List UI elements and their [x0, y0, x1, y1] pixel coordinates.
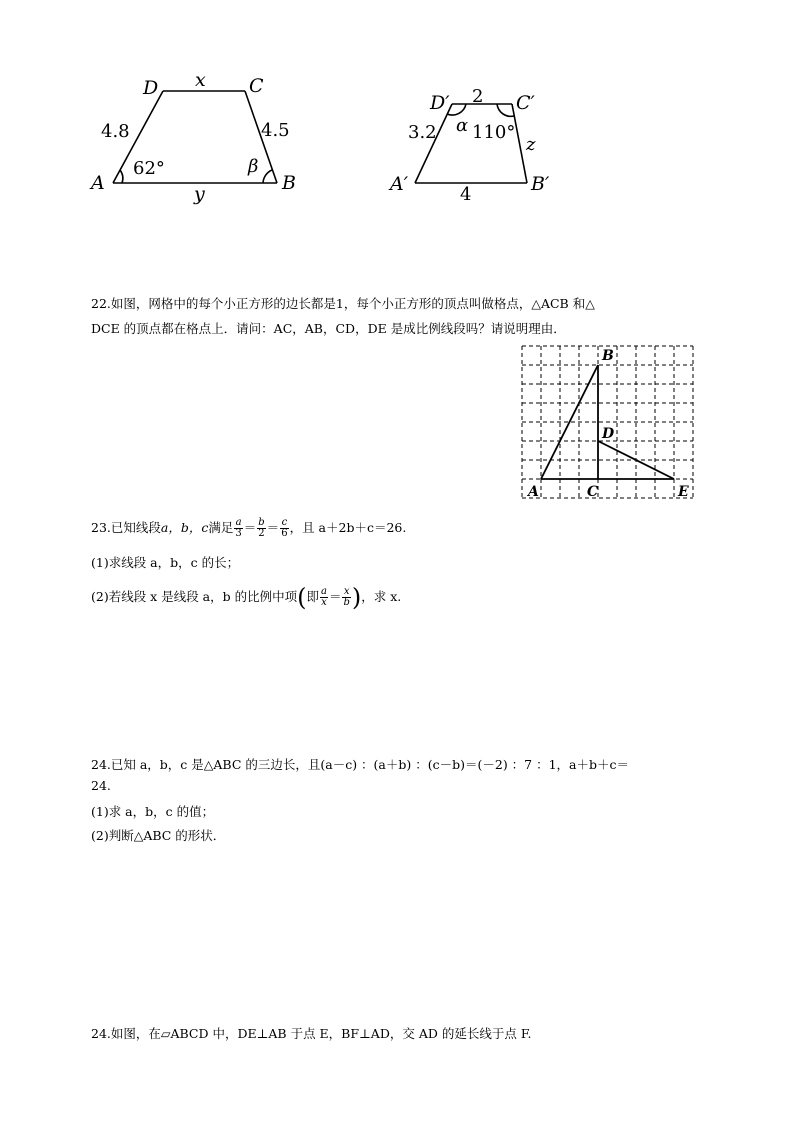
label-cp: C′	[516, 92, 535, 114]
q23-line1-mid: 满足	[208, 520, 234, 535]
q22-line1: 22.如图，网格中的每个小正方形的边长都是1，每个小正方形的顶点叫做格点，△ACB 和△	[91, 296, 595, 311]
label-bp: B′	[531, 173, 550, 195]
label-angle-62: 62°	[133, 158, 165, 179]
label-d: D	[143, 77, 159, 99]
label-x: x	[195, 69, 206, 91]
q24b-line1: 24.如图，在▱ABCD 中，DE⊥AB 于点 E，BF⊥AD，交 AD 的延长线于点 F.	[91, 1026, 532, 1041]
q23-part2: (2)若线段 x 是线段 a，b 的比例中项(即 $\frac{a}{x}$ ＝ $\frac{x}{b}$ )，求 x.	[91, 583, 402, 612]
grid-label-d: D	[602, 426, 615, 442]
grid-label-e: E	[678, 484, 689, 500]
label-side-48: 4.8	[101, 121, 130, 142]
q23-part1: (1)求线段 a，b，c 的长；	[91, 555, 240, 570]
q23-frac-b2: $\frac{b}{2}$	[258, 517, 265, 539]
grid-label-c: C	[587, 484, 599, 500]
q23-frac-a3: $\frac{a}{3}$	[235, 517, 242, 539]
figure-trapezoid-abcd	[0, 0, 794, 220]
label-alpha: α	[456, 115, 469, 136]
q23-frac-ax: $\frac{a}{x}$	[321, 586, 327, 608]
label-two: 2	[472, 86, 484, 107]
label-z: z	[526, 134, 536, 155]
q23-part2-post: ，求 x.	[361, 589, 402, 604]
q22-line2: DCE 的顶点都在格点上．请问：AC，AB，CD，DE 是成比例线段吗？请说明理由．	[91, 321, 566, 336]
q23-line1-pre: 23.已知线段	[91, 520, 161, 535]
angle-110-arc	[497, 104, 514, 116]
label-side-32: 3.2	[408, 122, 437, 143]
q23-part2-ji: 即	[306, 589, 319, 604]
label-a: A	[91, 172, 105, 194]
angle-a-arc	[120, 170, 123, 183]
trapezoid-apbpcpdp-shape	[415, 104, 527, 183]
q23-part2-pre: (2)若线段 x 是线段 a，b 的比例中项	[91, 589, 298, 604]
q24a-part2: (2)判断△ABC 的形状．	[91, 828, 226, 843]
label-b: B	[282, 172, 296, 194]
label-y: y	[194, 183, 205, 205]
q23-line1: 23.已知线段a，b，c满足 $\frac{a}{3}$ ＝ $\frac{b}{2}$ ＝ $\frac{c}{6}$ ，且 a＋2b＋c＝26.	[91, 517, 407, 539]
label-angle-110: 110°	[472, 122, 516, 143]
label-ap: A′	[390, 173, 409, 195]
label-c: C	[249, 75, 264, 97]
label-four: 4	[460, 184, 472, 205]
label-side-45: 4.5	[261, 120, 290, 141]
q23-line1-post: ，且 a＋2b＋c＝26.	[289, 520, 407, 535]
label-beta: β	[248, 156, 259, 177]
q23-line1-vars: a，b，c	[160, 520, 209, 535]
label-dp: D′	[430, 92, 450, 114]
q24a-line1: 24.已知 a，b，c 是△ABC 的三边长，且(a－c) ：(a＋b) ：(c－b)＝(－2) ：7 ：1，a＋b＋c＝	[91, 757, 630, 772]
q24a-part1: (1)求 a，b，c 的值；	[91, 804, 215, 819]
grid-label-b: B	[602, 348, 614, 364]
figure-grid	[515, 340, 705, 505]
angle-b-arc	[263, 170, 272, 183]
q23-frac-c6: $\frac{c}{6}$	[281, 517, 288, 539]
q23-frac-xb: $\frac{x}{b}$	[343, 586, 350, 608]
q24a-line2: 24.	[91, 778, 111, 793]
grid-label-a: A	[528, 484, 539, 500]
